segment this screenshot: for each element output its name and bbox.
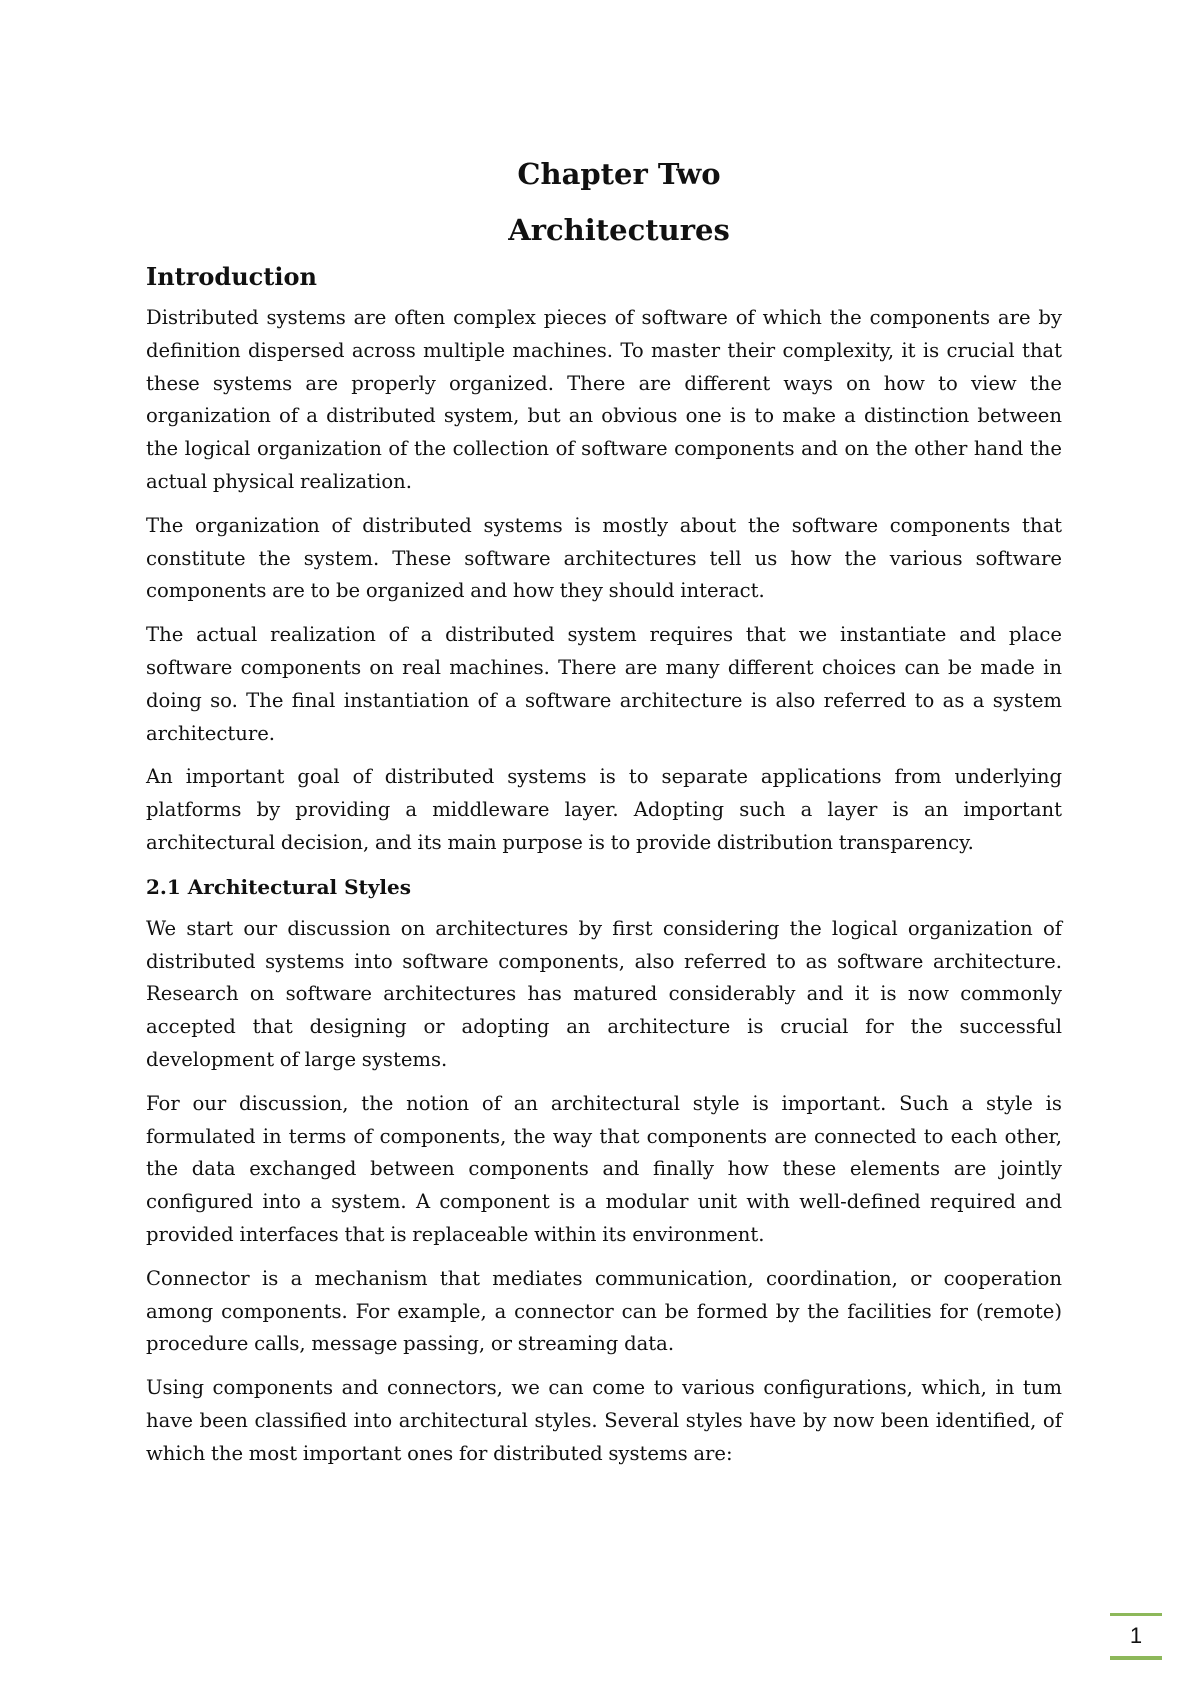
page-content <box>146 154 1062 1482</box>
page-number-bottom-rule <box>1110 1656 1162 1660</box>
section-2-1-heading: 2.1 Architectural Styles <box>146 874 411 899</box>
section-2-1-paragraph-4: Using components and connectors, we can come to various configurations, which, in tum have been classified into architectural styles. Several styles have by now been identified, of which the most important ones for distributed systems are: <box>146 1376 1062 1465</box>
section-2-1-paragraph-2: For our discussion, the notion of an architectural style is important. Such a style is formulated in terms of components, the way that components are connected to each other, the data exchanged between components and finally how these elements are jointly configured into a system. A component is a modular unit with well-defined required and provided interfaces that is replaceable within its environment. <box>146 1091 1062 1246</box>
chapter-subtitle: Architectures <box>508 213 730 247</box>
chapter-title: Chapter Two <box>517 157 721 191</box>
introduction-heading: Introduction <box>146 262 317 291</box>
intro-paragraph-4: An important goal of distributed systems is to separate applications from underlying platforms by providing a middleware layer. Adopting such a layer is an important architectural decision, and its main purpose is to provide distribution transparency. <box>146 765 1062 854</box>
page-number: 1 <box>1129 1623 1143 1648</box>
section-2-1-paragraph-3: Connector is a mechanism that mediates communication, coordination, or cooperation among components. For example, a connector can be formed by the facilities for (remote) procedure calls, message passing, or streaming data. <box>146 1266 1062 1356</box>
intro-paragraph-1: Distributed systems are often complex pieces of software of which the components are by definition dispersed across multiple machines. To master their complexity, it is crucial that these systems are properly organized. There are different ways on how to view the organization of a distributed system, but an obvious one is to make a distinction between the logical organization of the collection of software components and on the other hand the actual physical realization. <box>146 306 1062 493</box>
intro-paragraph-2: The organization of distributed systems is mostly about the software components that constitute the system. These software architectures tell us how the various software components are to be organized and how they should interact. <box>146 513 1062 603</box>
page-number-box <box>1110 1613 1162 1659</box>
intro-paragraph-3: The actual realization of a distributed system requires that we instantiate and place software components on real machines. There are many different choices can be made in doing so. The final instantiation of a software architecture is also referred to as a system architecture. <box>146 623 1062 745</box>
page-number-top-rule <box>1110 1613 1162 1616</box>
section-2-1-paragraph-1: We start our discussion on architectures by first considering the logical organization of distributed systems into software components, also referred to as software architecture. Research on software architectures has matured considerably and it is now commonly accepted that designing or adopting an architecture is crucial for the successful development of large systems. <box>146 916 1062 1071</box>
